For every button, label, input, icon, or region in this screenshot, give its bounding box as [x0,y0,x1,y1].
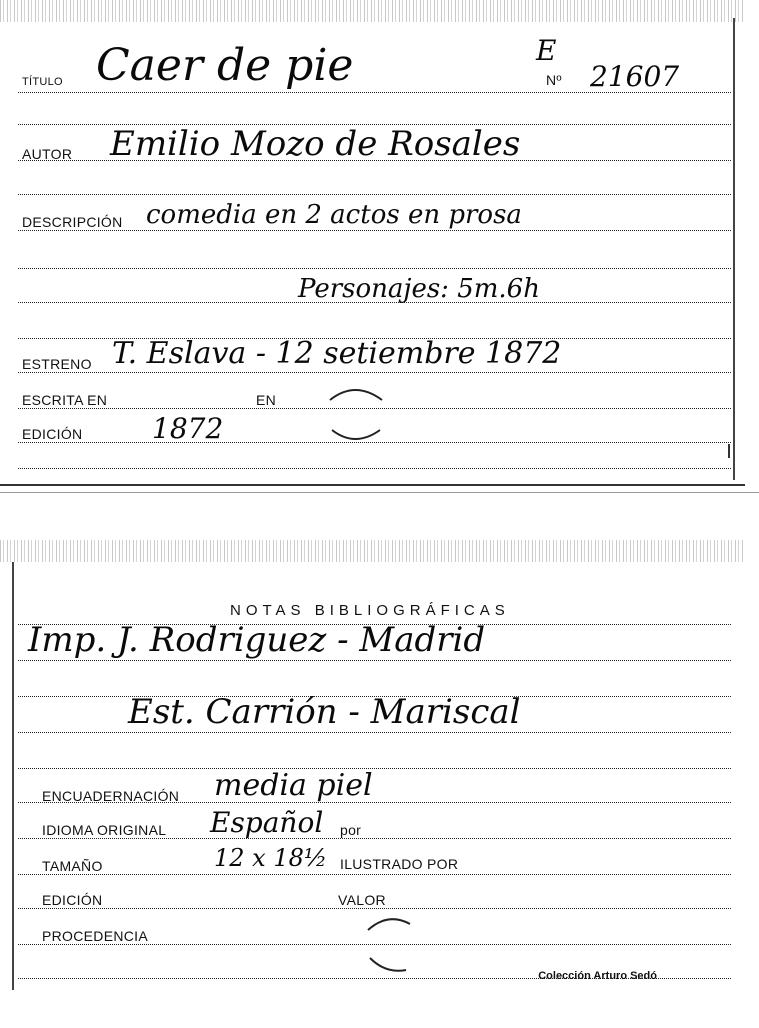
escrita-en-label: ESCRITA EN [22,392,108,408]
personajes-value: Personajes: 5m.6h [298,274,540,304]
note-line-1: Imp. J. Rodriguez - Madrid [28,620,486,660]
titulo-value: Caer de pie [96,40,354,91]
en-label: EN [256,392,277,408]
edicion-value: 1872 [152,412,224,445]
catalog-card-bottom [0,540,745,1000]
encuadernacion-value: media piel [214,768,373,803]
valor-label: VALOR [338,892,386,908]
titulo-label: TÍTULO [22,76,63,88]
estreno-label: ESTRENO [22,356,92,372]
stamp-circle-mark [356,908,418,978]
rule-line [18,838,731,839]
descripcion-label: DESCRIPCIÓN [22,214,123,230]
note-line-2: Est. Carrión - Mariscal [128,692,521,732]
tamano-label: TAMAÑO [42,858,103,874]
stamp-circle-mark [320,378,390,448]
numero-letter-value: E [536,34,557,67]
card-border-bottom [0,484,745,486]
scan-noise [0,0,745,22]
estreno-value: T. Eslava - 12 setiembre 1872 [112,336,562,371]
scan-noise [0,540,745,562]
catalog-card-top [0,0,745,490]
notas-heading: NOTAS BIBLIOGRÁFICAS [230,602,510,619]
autor-value: Emilio Mozo de Rosales [110,124,521,164]
ilustrado-label: ILUSTRADO POR [340,856,459,872]
encuadernacion-label: ENCUADERNACIÓN [42,788,180,804]
rule-line [18,874,731,875]
procedencia-label: PROCEDENCIA [42,928,148,944]
autor-label: AUTOR [22,146,73,162]
rule-line [18,230,731,231]
por-label: por [340,822,362,838]
rule-line [18,194,731,195]
tamano-value: 12 x 18½ [214,844,328,872]
rule-line [18,268,731,269]
descripcion-value: comedia en 2 actos en prosa [146,200,522,230]
page-divider [0,492,759,493]
rule-line [18,768,731,769]
edicion-label: EDICIÓN [22,426,83,442]
rule-line [18,732,731,733]
numero-label: Nº [546,72,562,88]
card-border-right [733,18,735,480]
card-border-left [12,562,14,990]
edicion-label: EDICIÓN [42,892,103,908]
idioma-value: Español [210,806,324,839]
numero-value: 21607 [590,60,680,93]
border-tick [728,444,730,458]
idioma-label: IDIOMA ORIGINAL [42,822,167,838]
rule-line [18,372,731,373]
rule-line [18,660,731,661]
collection-credit: Colección Arturo Sedó [538,970,657,982]
rule-line [18,468,731,469]
